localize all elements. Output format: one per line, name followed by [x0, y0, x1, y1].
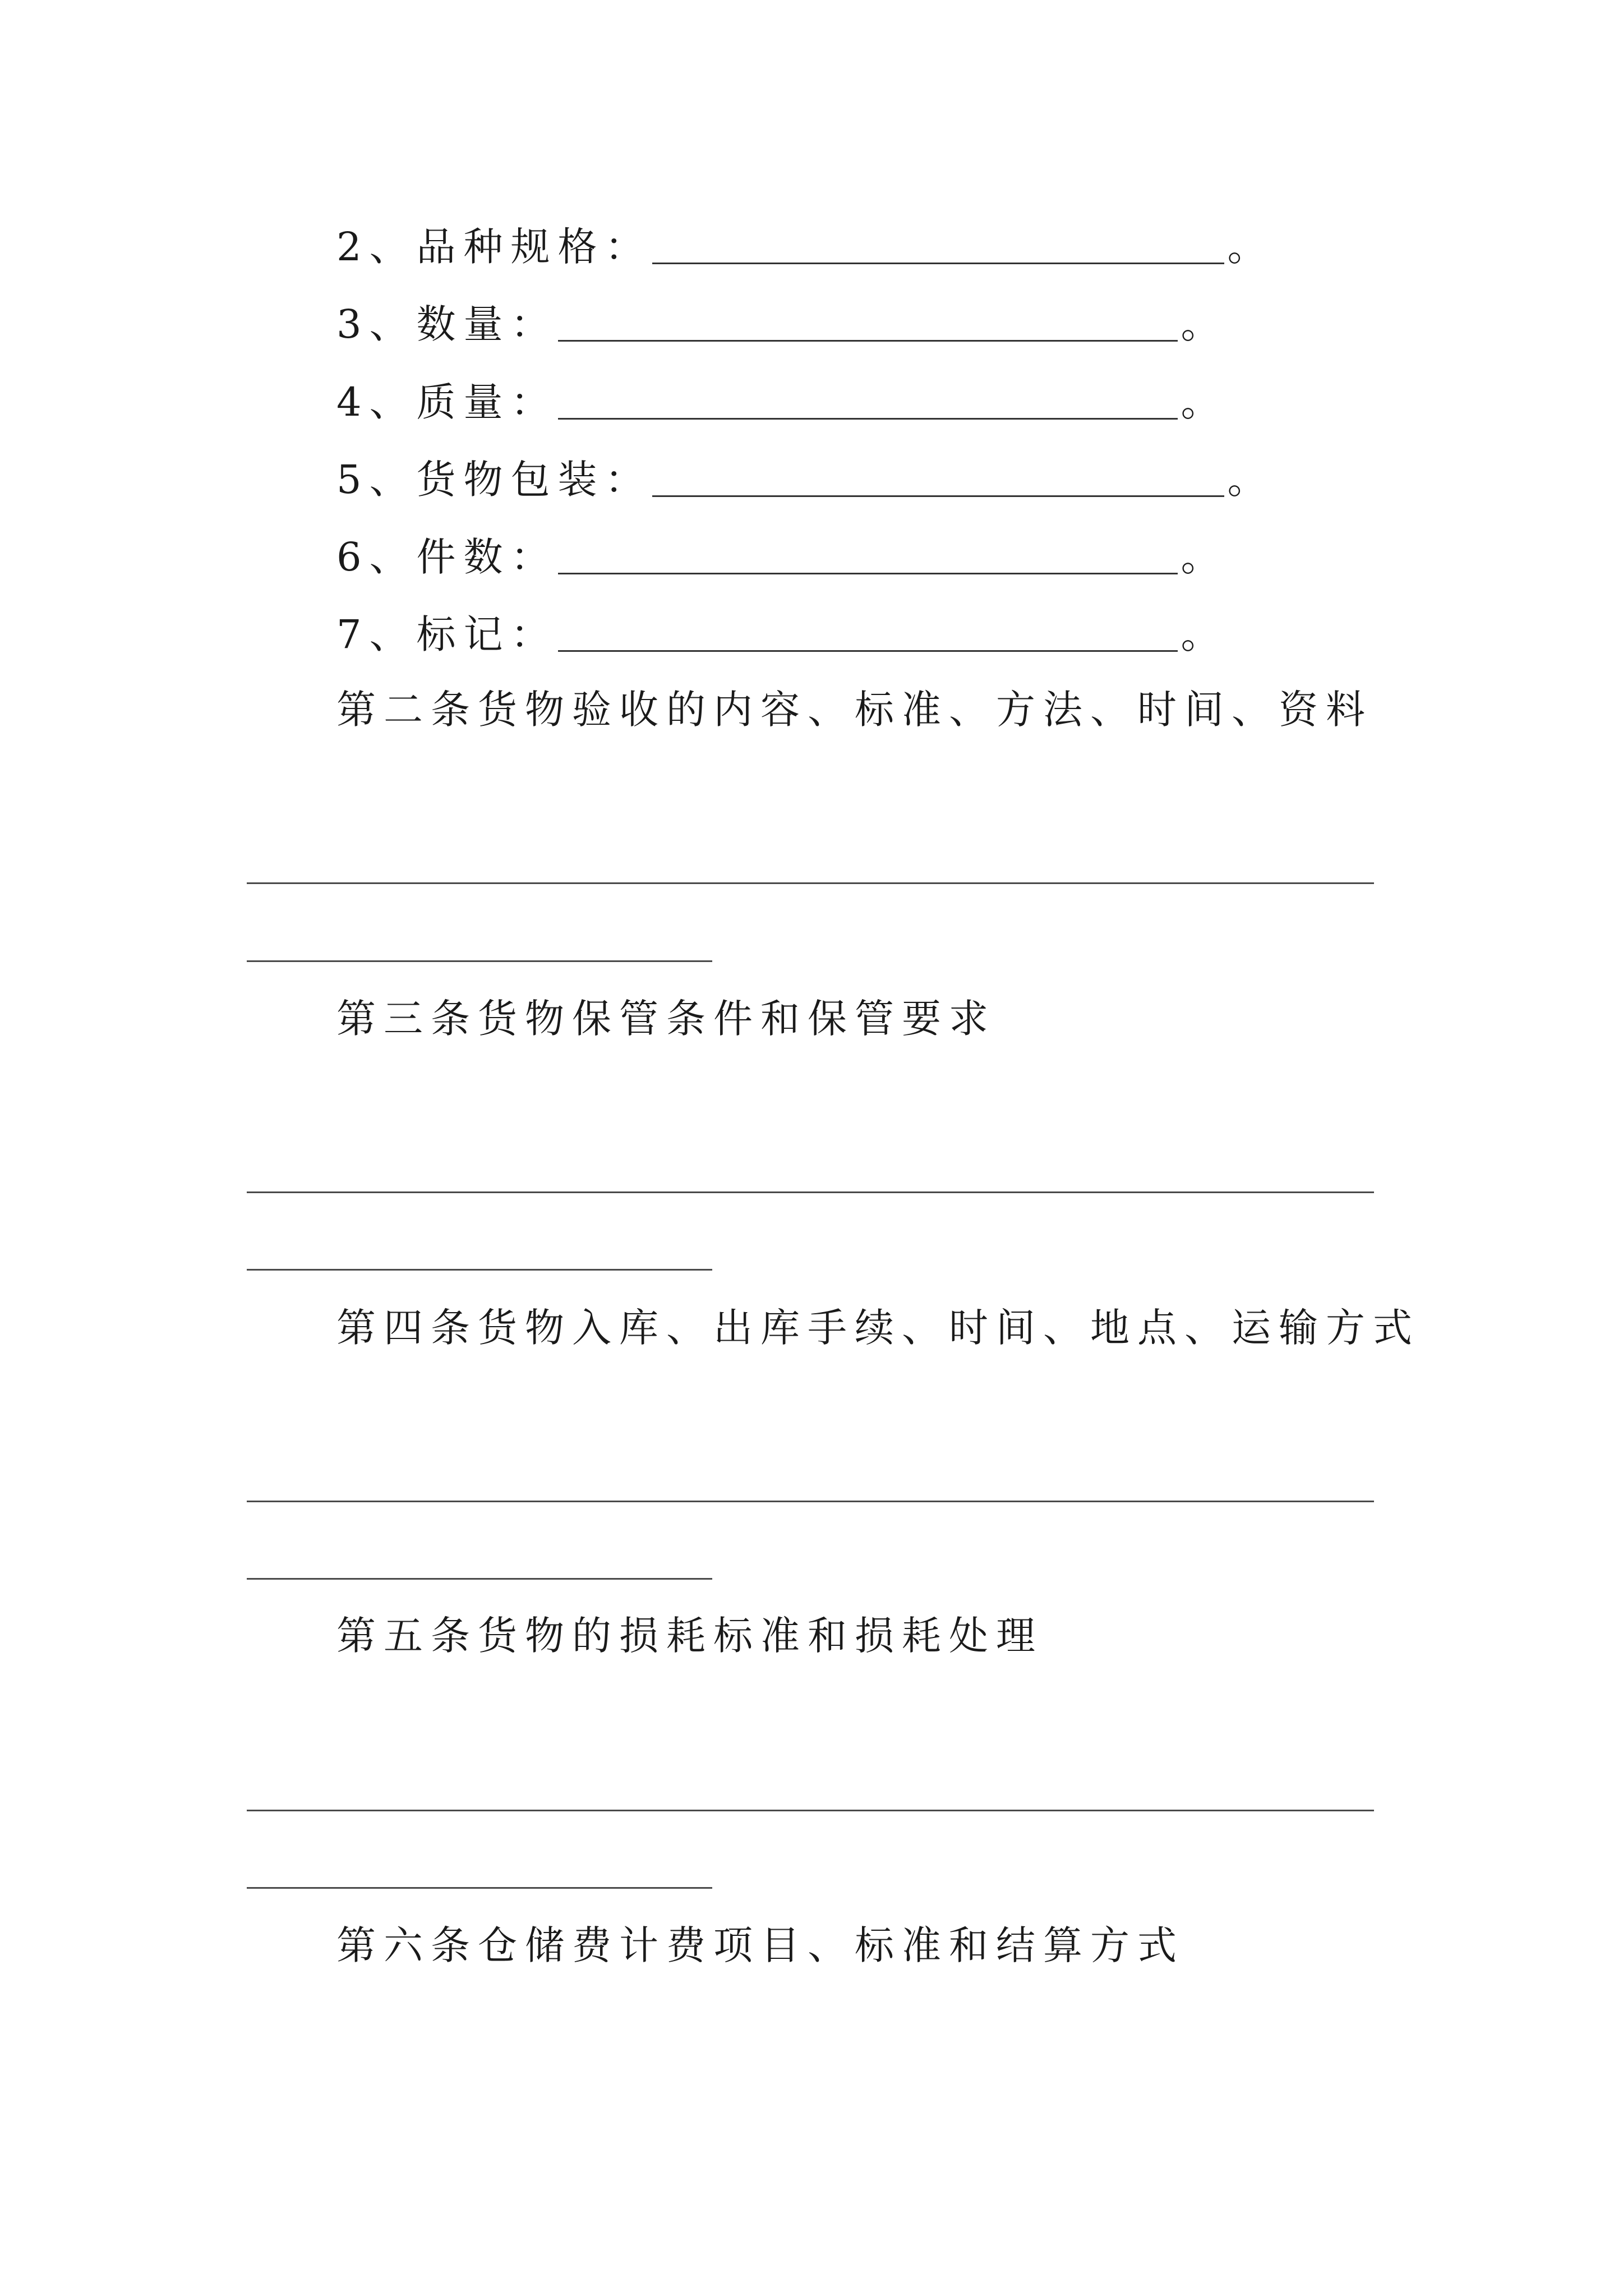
fill-blank[interactable]	[558, 650, 1178, 652]
fill-line[interactable]	[247, 960, 712, 962]
fill-line[interactable]	[247, 1887, 712, 1889]
item-label: 3、数量：	[336, 301, 558, 347]
item-label: 7、标记：	[336, 611, 558, 657]
item-period: 。	[1181, 379, 1228, 425]
item-label: 2、品种规格：	[336, 224, 652, 270]
fill-blank[interactable]	[652, 495, 1224, 497]
item-period: 。	[1227, 224, 1275, 270]
fill-line[interactable]	[247, 882, 1374, 884]
item-label: 4、质量：	[336, 379, 558, 425]
clause-title: 第五条货物的损耗标准和损耗处理	[336, 1613, 1043, 1659]
item-period: 。	[1181, 611, 1228, 657]
clause-title: 第四条货物入库、出库手续、时间、地点、运输方式	[336, 1305, 1420, 1351]
item-period: 。	[1181, 301, 1228, 347]
fill-blank[interactable]	[558, 340, 1178, 342]
fill-blank[interactable]	[652, 263, 1224, 264]
fill-blank[interactable]	[558, 418, 1178, 420]
clause-title: 第三条货物保管条件和保管要求	[336, 996, 996, 1042]
fill-line[interactable]	[247, 1191, 1374, 1193]
item-marks	[336, 604, 1228, 660]
item-piece-count	[336, 526, 1228, 582]
fill-blank[interactable]	[558, 573, 1178, 574]
item-quality	[336, 371, 1228, 427]
item-packaging	[336, 449, 1275, 505]
item-period: 。	[1181, 534, 1228, 580]
item-label: 5、货物包装：	[336, 457, 652, 503]
item-quantity	[336, 293, 1228, 349]
fill-line[interactable]	[247, 1810, 1374, 1811]
item-varieties-specs	[336, 216, 1275, 272]
fill-line[interactable]	[247, 1269, 712, 1271]
item-period: 。	[1227, 457, 1275, 503]
item-label: 6、件数：	[336, 534, 558, 580]
clause-title: 第六条仓储费计费项目、标准和结算方式	[336, 1922, 1184, 1968]
fill-line[interactable]	[247, 1501, 1374, 1502]
clause-title: 第二条货物验收的内容、标准、方法、时间、资料	[336, 687, 1373, 733]
fill-line[interactable]	[247, 1578, 712, 1580]
